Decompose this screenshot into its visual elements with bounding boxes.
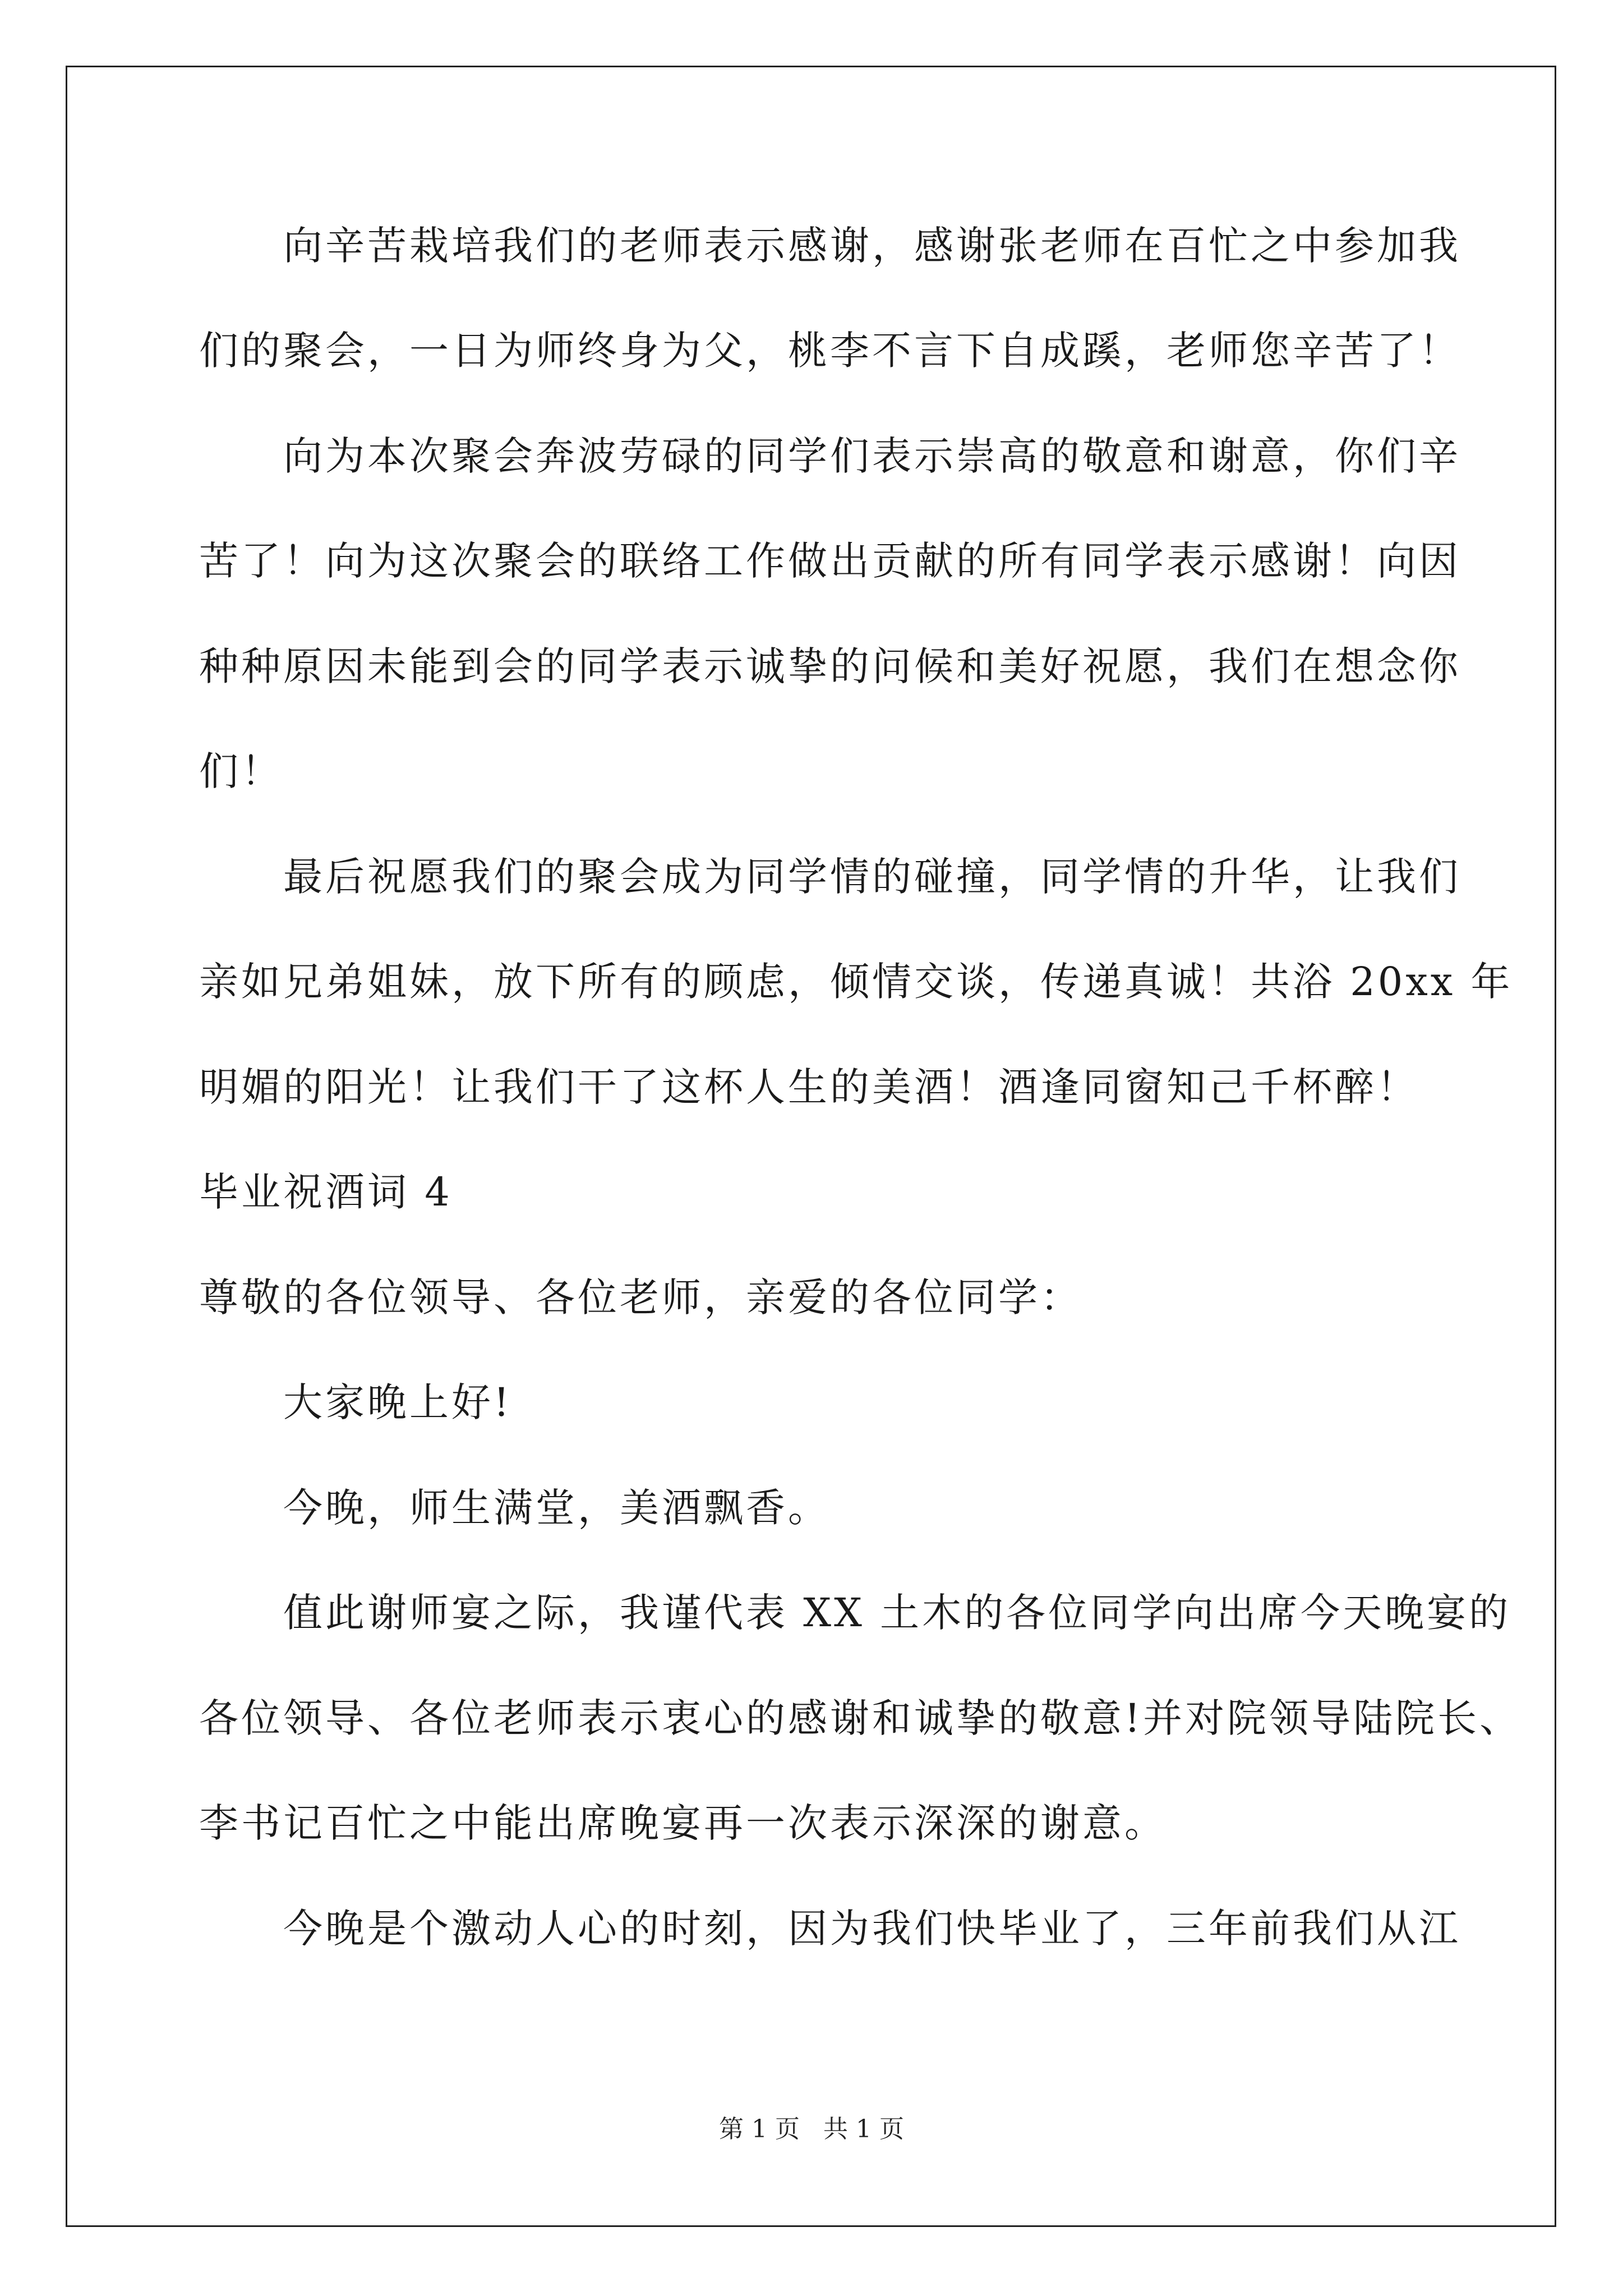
text-line: 种种原因未能到会的同学表示诚挚的问候和美好祝愿，我们在想念你	[199, 643, 1461, 689]
text-line: 李书记百忙之中能出席晚宴再一次表示深深的谢意。	[199, 1800, 1166, 1846]
text-line: 向为本次聚会奔波劳碌的同学们表示崇高的敬意和谢意，你们辛	[199, 433, 1461, 479]
text-line: 尊敬的各位领导、各位老师，亲爱的各位同学：	[199, 1274, 1082, 1320]
text-line: 今晚是个激动人心的时刻，因为我们快毕业了，三年前我们从江	[199, 1906, 1461, 1952]
text-line: 们的聚会，一日为师终身为父，桃李不言下自成蹊，老师您辛苦了！	[199, 328, 1461, 374]
page-number: 第 1 页	[719, 2115, 800, 2143]
text-line: 最后祝愿我们的聚会成为同学情的碰撞，同学情的升华，让我们	[199, 854, 1461, 900]
page-footer	[0, 2114, 1623, 2145]
text-line: 毕业祝酒词 4	[199, 1169, 453, 1215]
text-line: 明媚的阳光！让我们干了这杯人生的美酒！酒逢同窗知己千杯醉！	[199, 1064, 1419, 1110]
text-line: 值此谢师宴之际，我谨代表 XX 土木的各位同学向出席今天晚宴的	[199, 1590, 1511, 1636]
page-total: 共 1 页	[823, 2115, 904, 2143]
text-line: 大家晚上好!	[199, 1379, 513, 1425]
text-line: 向辛苦栽培我们的老师表示感谢，感谢张老师在百忙之中参加我	[199, 223, 1461, 269]
text-line: 亲如兄弟姐妹，放下所有的顾虑，倾情交谈，传递真诚！共浴 20xx 年	[199, 959, 1513, 1005]
text-line: 各位领导、各位老师表示衷心的感谢和诚挚的敬意!并对院领导陆院长、	[199, 1695, 1522, 1741]
text-line: 今晚，师生满堂，美酒飘香。	[199, 1485, 830, 1531]
text-line: 们！	[199, 748, 283, 794]
text-line: 苦了！向为这次聚会的联络工作做出贡献的所有同学表示感谢！向因	[199, 538, 1461, 584]
